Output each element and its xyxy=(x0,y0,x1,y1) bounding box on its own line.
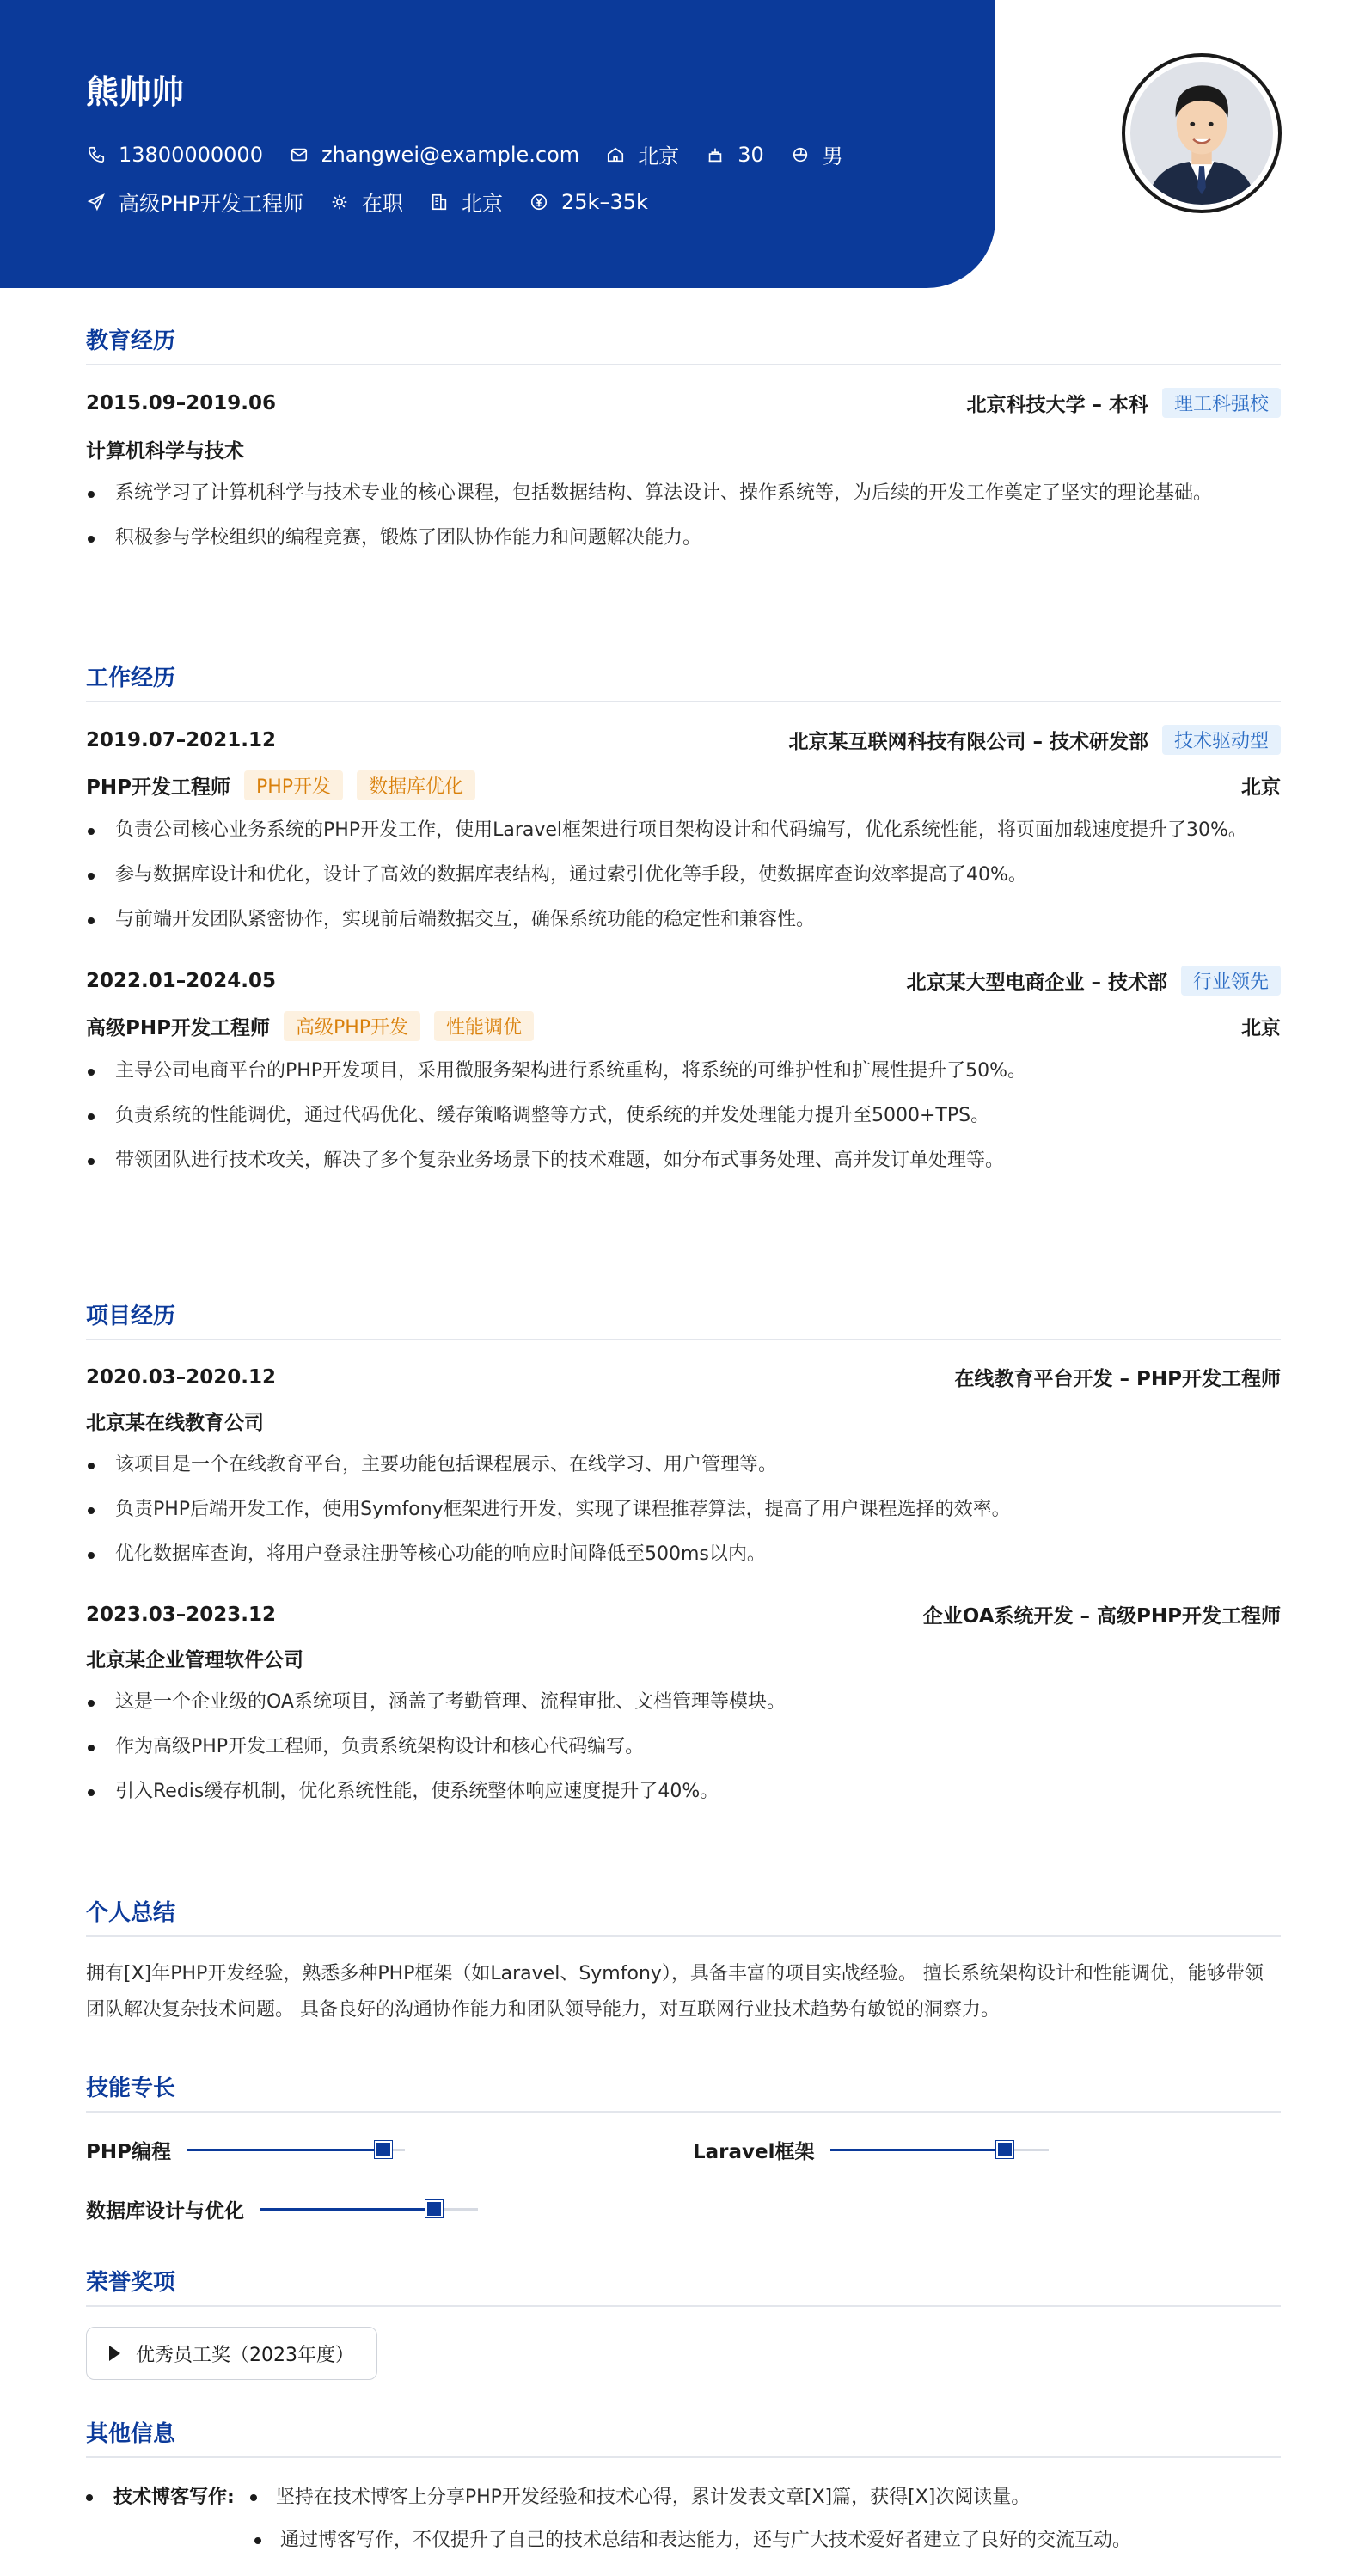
caret-right-icon xyxy=(109,2346,120,2361)
list-item: 系统学习了计算机科学与技术专业的核心课程，包括数据结构、算法设计、操作系统等，为后续的开发工作奠定了坚实的理论基础。 xyxy=(86,475,1281,512)
education-header-row xyxy=(86,388,1281,418)
project-period: 2020.03–2020.12 xyxy=(86,1365,277,1389)
phone-icon xyxy=(86,144,107,165)
job-title-item xyxy=(86,187,303,217)
gear-icon xyxy=(329,192,350,212)
education-bullets xyxy=(86,475,1281,556)
project-bullets xyxy=(86,1447,1281,1573)
phone-item xyxy=(86,143,263,167)
list-item: 主导公司电商平台的PHP开发项目，采用微服务架构进行系统重构，将系统的可维护性和扩展性提升了50%。 xyxy=(86,1053,1281,1089)
bullet-dot xyxy=(86,2494,93,2501)
list-item: 负责系统的性能调优，通过代码优化、缓存策略调整等方式，使系统的并发处理能力提升至5000+TPS。 xyxy=(86,1098,1281,1134)
list-item: 积极参与学校组织的编程竞赛，锻炼了团队协作能力和问题解决能力。 xyxy=(86,520,1281,556)
other-bullet: 通过博客写作，不仅提升了自己的技术总结和表达能力，还与广大技术爱好者建立了良好的交流互动。 xyxy=(280,2530,1132,2551)
salary-item xyxy=(529,190,648,214)
skill-name: 数据库设计与优化 xyxy=(86,2200,244,2223)
skill-item xyxy=(693,2136,1049,2164)
company-tag: 行业领先 xyxy=(1181,966,1281,996)
skill-item xyxy=(86,2136,405,2164)
gender-text: 男 xyxy=(822,144,843,169)
skill-bar-knob xyxy=(375,2141,392,2158)
award-text: 优秀员工奖（2023年度） xyxy=(136,2344,354,2366)
avatar-frame xyxy=(1122,53,1282,213)
work-title: 工作经历 xyxy=(86,660,1281,702)
bullet-dot xyxy=(254,2537,261,2544)
work-company: 北京某互联网科技有限公司 – 技术研发部 xyxy=(788,731,1148,753)
education-section xyxy=(86,323,1281,556)
building-icon xyxy=(429,192,450,212)
phone-text: 13800000000 xyxy=(119,142,263,167)
skill-bar xyxy=(830,2149,1049,2151)
header-banner xyxy=(0,0,995,288)
projects-section xyxy=(86,1298,1281,1810)
skill-item xyxy=(86,2195,478,2223)
other-item xyxy=(254,2528,1131,2554)
work-entry xyxy=(86,966,1281,1179)
project-entry xyxy=(86,1363,1281,1573)
age-item xyxy=(705,143,764,167)
skill-bar xyxy=(187,2149,405,2151)
education-title: 教育经历 xyxy=(86,323,1281,365)
other-section xyxy=(86,2416,1281,2458)
mail-icon xyxy=(289,144,309,165)
city-text: 北京 xyxy=(462,192,503,216)
list-item: 引入Redis缓存机制，优化系统性能，使系统整体响应速度提升了40%。 xyxy=(86,1774,1281,1810)
skill-tag: 数据库优化 xyxy=(357,770,475,800)
job-row xyxy=(86,187,674,217)
skill-bar-fill xyxy=(260,2208,434,2211)
work-section xyxy=(86,660,1281,1179)
home-icon xyxy=(605,144,626,165)
work-period: 2022.01–2024.05 xyxy=(86,969,277,992)
skill-bar-fill xyxy=(830,2149,1005,2151)
other-label: 技术博客写作: xyxy=(113,2487,235,2508)
skill-bar-knob xyxy=(425,2200,443,2217)
contact-row xyxy=(86,139,869,169)
skill-tag: 性能调优 xyxy=(434,1011,534,1041)
list-item: 带领团队进行技术攻关，解决了多个复杂业务场景下的技术难题，如分布式事务处理、高并发订单处理等。 xyxy=(86,1143,1281,1179)
yen-icon xyxy=(529,192,549,212)
email-item xyxy=(289,143,579,167)
project-entry xyxy=(86,1600,1281,1810)
project-org: 北京某企业管理软件公司 xyxy=(86,1649,303,1671)
salary-text: 25k–35k xyxy=(561,189,648,214)
list-item: 这是一个企业级的OA系统项目，涵盖了考勤管理、流程审批、文档管理等模块。 xyxy=(86,1684,1281,1720)
other-bullet: 坚持在技术博客上分享PHP开发经验和技术心得，累计发表文章[X]篇，获得[X]次阅读量。 xyxy=(275,2487,1031,2508)
work-role: 高级PHP开发工程师 xyxy=(86,1017,270,1040)
status-item xyxy=(329,187,403,217)
project-period: 2023.03–2023.12 xyxy=(86,1603,277,1626)
education-school: 北京科技大学 – 本科 xyxy=(966,394,1148,416)
location-item xyxy=(605,139,679,169)
work-company: 北京某大型电商企业 – 技术部 xyxy=(906,972,1167,994)
skill-name: Laravel框架 xyxy=(693,2141,815,2163)
candidate-name: 熊帅帅 xyxy=(86,73,185,111)
work-location: 北京 xyxy=(1241,1017,1281,1040)
award-item[interactable] xyxy=(86,2327,377,2380)
project-name: 企业OA系统开发 – 高级PHP开发工程师 xyxy=(922,1605,1281,1628)
summary-text: 拥有[X]年PHP开发经验，熟悉多种PHP框架（如Laravel、Symfony），具备丰富的项目实战经验。 擅长系统架构设计和性能调优，能够带领团队解决复杂技术问题。 具备良好的沟通协作能力和团队领导能力，对互联网行业技术趋势有敏锐的洞察力。 xyxy=(86,1963,1264,2021)
skill-name: PHP编程 xyxy=(86,2141,171,2163)
skill-tag: PHP开发 xyxy=(244,770,343,800)
projects-title: 项目经历 xyxy=(86,1298,1281,1340)
age-text: 30 xyxy=(738,142,764,167)
bullet-dot xyxy=(250,2494,257,2501)
city-item xyxy=(429,187,503,217)
awards-title: 荣誉奖项 xyxy=(86,2265,1281,2307)
cake-icon xyxy=(705,144,725,165)
work-location: 北京 xyxy=(1241,776,1281,799)
summary-section xyxy=(86,1895,1281,2028)
project-name: 在线教育平台开发 – PHP开发工程师 xyxy=(954,1368,1281,1390)
list-item: 负责公司核心业务系统的PHP开发工作，使用Laravel框架进行项目架构设计和代码编写，优化系统性能，将页面加载速度提升了30%。 xyxy=(86,813,1281,849)
other-item xyxy=(86,2485,1030,2511)
gender-icon xyxy=(790,144,811,165)
summary-title: 个人总结 xyxy=(86,1895,1281,1937)
skill-bar xyxy=(260,2208,478,2211)
list-item: 作为高级PHP开发工程师，负责系统架构设计和核心代码编写。 xyxy=(86,1729,1281,1765)
work-role: PHP开发工程师 xyxy=(86,776,230,799)
work-bullets xyxy=(86,813,1281,938)
skill-tag: 高级PHP开发 xyxy=(284,1011,420,1041)
education-major: 计算机科学与技术 xyxy=(86,440,244,463)
skill-bar-knob xyxy=(996,2141,1013,2158)
education-period: 2015.09–2019.06 xyxy=(86,391,277,414)
list-item: 优化数据库查询，将用户登录注册等核心功能的响应时间降低至500ms以内。 xyxy=(86,1536,1281,1573)
email-text: zhangwei@example.com xyxy=(321,142,580,167)
project-org: 北京某在线教育公司 xyxy=(86,1412,264,1434)
skills-title: 技能专长 xyxy=(86,2070,1281,2113)
status-text: 在职 xyxy=(362,192,403,216)
job-title-text: 高级PHP开发工程师 xyxy=(119,192,303,216)
awards-section xyxy=(86,2265,1281,2307)
education-major-row xyxy=(86,435,1281,463)
send-icon xyxy=(86,192,107,212)
education-tag: 理工科强校 xyxy=(1162,388,1281,418)
location-text: 北京 xyxy=(638,144,680,169)
list-item: 与前端开发团队紧密协作，实现前后端数据交互，确保系统功能的稳定性和兼容性。 xyxy=(86,902,1281,938)
gender-item xyxy=(790,139,843,169)
list-item: 该项目是一个在线教育平台，主要功能包括课程展示、在线学习、用户管理等。 xyxy=(86,1447,1281,1483)
skills-section xyxy=(86,2070,1281,2113)
other-title: 其他信息 xyxy=(86,2416,1281,2458)
work-period: 2019.07–2021.12 xyxy=(86,728,277,751)
skill-bar-fill xyxy=(187,2149,383,2151)
avatar xyxy=(1130,62,1273,205)
company-tag: 技术驱动型 xyxy=(1162,725,1281,755)
work-entry xyxy=(86,725,1281,938)
list-item: 参与数据库设计和优化，设计了高效的数据库表结构，通过索引优化等手段，使数据库查询效率提高了40%。 xyxy=(86,857,1281,893)
work-bullets xyxy=(86,1053,1281,1179)
list-item: 负责PHP后端开发工作，使用Symfony框架进行开发，实现了课程推荐算法，提高了用户课程选择的效率。 xyxy=(86,1492,1281,1528)
project-bullets xyxy=(86,1684,1281,1810)
